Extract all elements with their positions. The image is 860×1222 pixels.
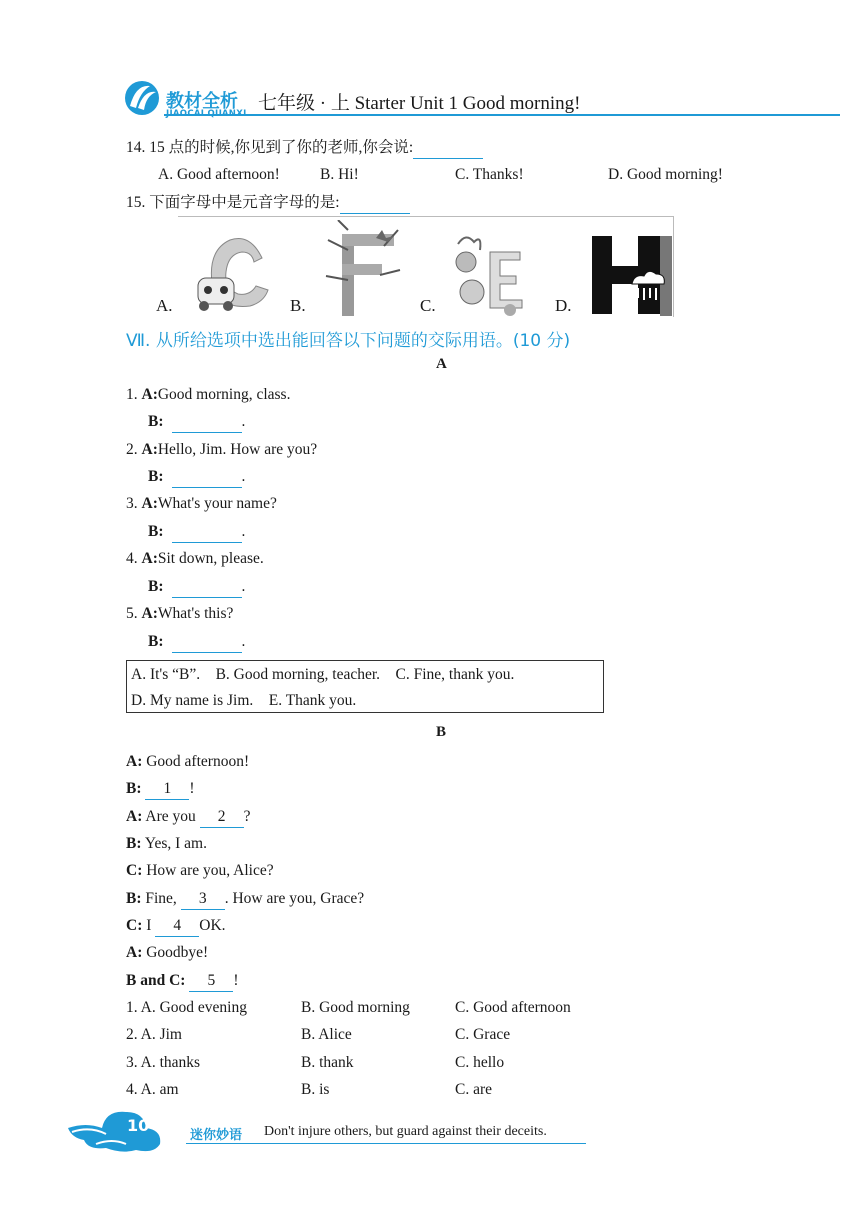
dialog-1-a: [126, 385, 290, 405]
speaker-label: A:: [141, 605, 158, 622]
dialog-4-b: B: .: [148, 577, 245, 598]
speaker-label: C:: [126, 862, 143, 879]
dialog-text: Hello, Jim. How are you?: [157, 441, 318, 458]
line-text: Goodbye!: [146, 944, 209, 961]
choice-1-b: B. Good morning: [301, 999, 410, 1016]
conversation-line: [126, 889, 364, 910]
numbered-blank[interactable]: 5: [189, 971, 233, 992]
dialog-text: Good morning, class.: [157, 386, 291, 403]
brand-logo: [122, 78, 162, 118]
speaker-label: C:: [126, 917, 143, 934]
conversation-line: [126, 971, 238, 992]
conversation-line: [126, 834, 207, 854]
question-15-stem: 15. 下面字母中是元音字母的是:: [126, 194, 340, 211]
dialog-number: 3.: [126, 495, 138, 512]
line-text: Good afternoon!: [146, 753, 250, 770]
part-b-heading: B: [436, 724, 447, 740]
speaker-label: B:: [126, 890, 142, 907]
speaker-label: B:: [148, 578, 164, 595]
speaker-label: B:: [126, 780, 142, 797]
letter-f-tree-image: [320, 220, 410, 316]
conversation-line: [126, 916, 226, 937]
numbered-blank[interactable]: 2: [200, 807, 244, 828]
dialog-number: 2.: [126, 441, 138, 458]
dialog-4-a: [126, 549, 264, 569]
speaker-label: A:: [141, 550, 158, 567]
line-text: ?: [243, 808, 251, 825]
line-text: Fine,: [145, 890, 177, 907]
conversation-line: [126, 779, 195, 800]
line-text: Yes, I am.: [144, 835, 207, 852]
dialog-number: 1.: [126, 386, 138, 403]
dialog-5-a: [126, 604, 233, 624]
line-text: !: [233, 972, 239, 989]
choice-3-c: C. hello: [455, 1054, 505, 1071]
line-text: . How are you, Grace?: [224, 890, 365, 907]
answer-blank[interactable]: [172, 632, 242, 653]
q14-option-c: C. Thanks!: [455, 166, 524, 183]
q15-label-b: B.: [290, 296, 306, 315]
question-14: [126, 138, 483, 159]
dialog-number: 4.: [126, 550, 138, 567]
choice-1-c: C. Good afternoon: [455, 999, 571, 1016]
conversation-line: [126, 807, 251, 828]
answer-blank[interactable]: [340, 193, 410, 214]
question-14-stem: 14. 15 点的时候,你见到了你的老师,你会说:: [126, 139, 414, 156]
dialog-2-b: B: .: [148, 467, 245, 488]
speaker-label: B and C:: [126, 972, 186, 989]
answer-blank[interactable]: [172, 522, 242, 543]
q14-option-d: D. Good morning!: [608, 166, 723, 183]
letter-h-rain-image: [592, 236, 672, 316]
choice-4-c: C. are: [455, 1081, 493, 1098]
speaker-label: B:: [148, 413, 164, 430]
q15-label-d: D.: [555, 296, 572, 315]
choice-2-b: B. Alice: [301, 1026, 352, 1043]
choice-1-a: 1. A. Good evening: [126, 999, 247, 1016]
choice-4-b: B. is: [301, 1081, 330, 1098]
speaker-label: A:: [126, 808, 143, 825]
conversation-line: [126, 943, 208, 963]
speaker-label: A:: [141, 386, 158, 403]
page-number: 10: [127, 1116, 150, 1135]
brand-name: 教材全析: [166, 91, 238, 112]
speaker-label: A:: [126, 753, 143, 770]
speaker-label: A:: [141, 441, 158, 458]
dialog-3-b: B: .: [148, 522, 245, 543]
conversation-line: [126, 752, 249, 772]
choice-4-a: 4. A. am: [126, 1081, 179, 1098]
dialog-text: What's your name?: [157, 495, 277, 512]
letter-c-car-image: [190, 228, 280, 316]
q14-option-b: B. Hi!: [320, 166, 359, 183]
choice-3-a: 3. A. thanks: [126, 1054, 201, 1071]
conversation-line: [126, 861, 274, 881]
q15-label-a: A.: [156, 296, 173, 315]
page-header-title: 七年级 · 上 Starter Unit 1 Good morning!: [258, 93, 581, 114]
answer-blank[interactable]: [172, 467, 242, 488]
q14-option-a: A. Good afternoon!: [158, 166, 280, 183]
q15-label-c: C.: [420, 296, 436, 315]
choice-3-b: B. thank: [301, 1054, 354, 1071]
line-text: OK.: [199, 917, 226, 934]
choice-2-a: 2. A. Jim: [126, 1026, 182, 1043]
line-text: !: [189, 780, 195, 797]
options-box-line-1: A. It's “B”. B. Good morning, teacher. C. Fine, thank you.: [131, 666, 515, 683]
speaker-label: B:: [126, 835, 142, 852]
answer-blank[interactable]: [172, 412, 242, 433]
numbered-blank[interactable]: 4: [155, 916, 199, 937]
numbered-blank[interactable]: 1: [145, 779, 189, 800]
part-a-heading: A: [436, 356, 447, 372]
dialog-text: Sit down, please.: [157, 550, 264, 567]
dialog-number: 5.: [126, 605, 138, 622]
line-text: Are you: [145, 808, 196, 825]
dialog-1-b: B: .: [148, 412, 245, 433]
header-divider: [164, 114, 840, 116]
footer-label: 迷你妙语: [190, 1128, 243, 1143]
line-text: How are you, Alice?: [146, 862, 274, 879]
speaker-label: A:: [126, 944, 143, 961]
speaker-label: A:: [141, 495, 158, 512]
choice-2-c: C. Grace: [455, 1026, 511, 1043]
line-text: I: [146, 917, 152, 934]
options-box-line-2: D. My name is Jim. E. Thank you.: [131, 692, 357, 709]
numbered-blank[interactable]: 3: [181, 889, 225, 910]
dialog-5-b: B: .: [148, 632, 245, 653]
answer-blank[interactable]: [413, 138, 483, 159]
speaker-label: B:: [148, 523, 164, 540]
section-7-title: Ⅶ. 从所给选项中选出能回答以下问题的交际用语。(10 分): [126, 331, 571, 351]
letter-e-flower-image: [450, 232, 540, 316]
speaker-label: B:: [148, 633, 164, 650]
dialog-text: What's this?: [157, 605, 234, 622]
cloud-icon: [66, 1104, 166, 1154]
dialog-3-a: [126, 494, 277, 514]
answer-blank[interactable]: [172, 577, 242, 598]
question-15: [126, 193, 410, 214]
footer-quote: Don't injure others, but guard against their deceits.: [264, 1124, 547, 1139]
speaker-label: B:: [148, 468, 164, 485]
dialog-2-a: [126, 440, 317, 460]
footer-divider: [186, 1143, 586, 1144]
